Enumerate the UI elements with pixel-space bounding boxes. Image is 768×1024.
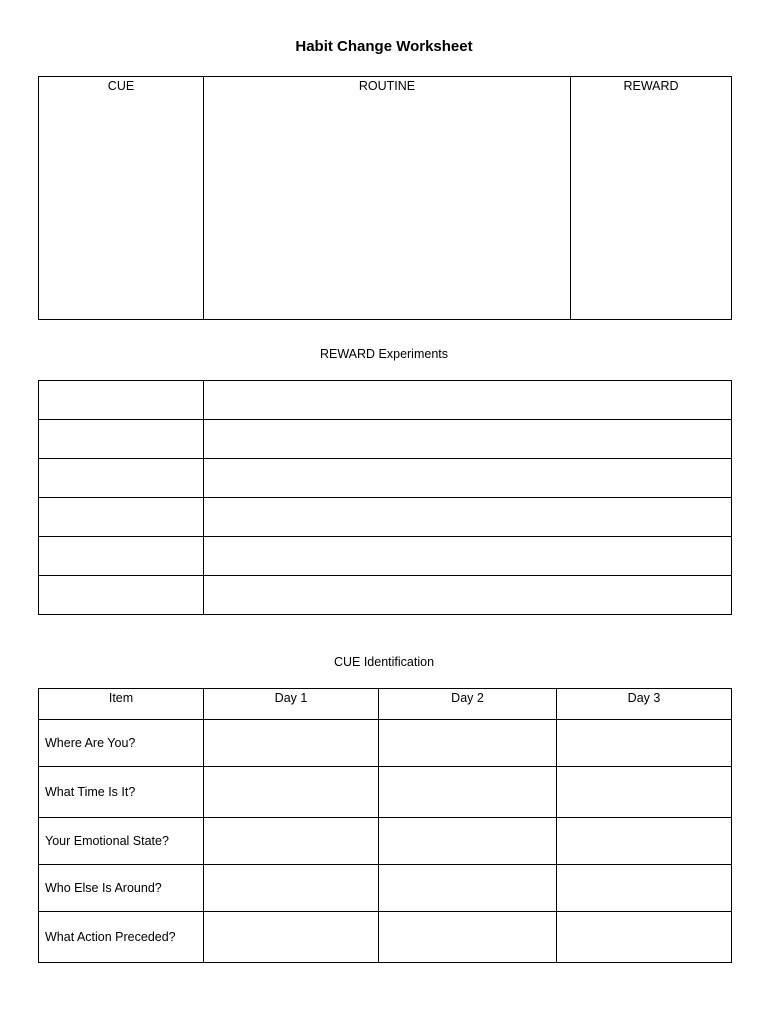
table-row bbox=[39, 498, 732, 537]
worksheet-title: Habit Change Worksheet bbox=[295, 38, 473, 55]
row-label-time: What Time Is It? bbox=[39, 767, 204, 818]
cue-column-cell[interactable]: CUE bbox=[39, 77, 204, 320]
day-2-cell[interactable] bbox=[379, 865, 557, 912]
table-row bbox=[39, 537, 732, 576]
day-1-cell[interactable] bbox=[204, 720, 379, 767]
experiment-label-cell[interactable] bbox=[39, 420, 204, 459]
experiment-notes-cell[interactable] bbox=[204, 537, 732, 576]
day-1-cell[interactable] bbox=[204, 767, 379, 818]
table-row bbox=[39, 912, 732, 963]
cue-identification-title: CUE Identification bbox=[333, 655, 435, 669]
row-label-who-else: Who Else Is Around? bbox=[39, 865, 204, 912]
experiment-label-cell[interactable] bbox=[39, 576, 204, 615]
experiment-notes-cell[interactable] bbox=[204, 381, 732, 420]
reward-experiments-title: REWARD Experiments bbox=[319, 347, 449, 361]
table-row bbox=[39, 459, 732, 498]
day-1-cell[interactable] bbox=[204, 818, 379, 865]
table-row bbox=[39, 865, 732, 912]
experiment-notes-cell[interactable] bbox=[204, 459, 732, 498]
row-label-where: Where Are You? bbox=[39, 720, 204, 767]
day-3-cell[interactable] bbox=[557, 865, 732, 912]
day-2-header: Day 2 bbox=[379, 689, 557, 720]
table-row bbox=[39, 818, 732, 865]
table-row bbox=[39, 767, 732, 818]
table-row bbox=[39, 576, 732, 615]
day-2-cell[interactable] bbox=[379, 818, 557, 865]
experiment-notes-cell[interactable] bbox=[204, 576, 732, 615]
day-3-cell[interactable] bbox=[557, 767, 732, 818]
cue-identification-table bbox=[38, 688, 732, 963]
day-2-cell[interactable] bbox=[379, 767, 557, 818]
day-2-cell[interactable] bbox=[379, 912, 557, 963]
experiment-label-cell[interactable] bbox=[39, 537, 204, 576]
day-3-cell[interactable] bbox=[557, 720, 732, 767]
experiment-label-cell[interactable] bbox=[39, 459, 204, 498]
experiment-notes-cell[interactable] bbox=[204, 420, 732, 459]
habit-loop-table bbox=[38, 76, 732, 320]
day-1-cell[interactable] bbox=[204, 865, 379, 912]
day-2-cell[interactable] bbox=[379, 720, 557, 767]
day-1-header: Day 1 bbox=[204, 689, 379, 720]
row-label-action-preceded: What Action Preceded? bbox=[39, 912, 204, 963]
day-3-cell[interactable] bbox=[557, 912, 732, 963]
row-label-emotional-state: Your Emotional State? bbox=[39, 818, 204, 865]
experiment-label-cell[interactable] bbox=[39, 498, 204, 537]
reward-experiments-table bbox=[38, 380, 732, 615]
routine-column-cell[interactable]: ROUTINE bbox=[204, 77, 571, 320]
item-header: Item bbox=[39, 689, 204, 720]
experiment-label-cell[interactable] bbox=[39, 381, 204, 420]
day-3-cell[interactable] bbox=[557, 818, 732, 865]
day-3-header: Day 3 bbox=[557, 689, 732, 720]
header-row bbox=[39, 689, 732, 720]
reward-column-cell[interactable]: REWARD bbox=[571, 77, 732, 320]
table-row bbox=[39, 720, 732, 767]
experiment-notes-cell[interactable] bbox=[204, 498, 732, 537]
table-row bbox=[39, 381, 732, 420]
table-row bbox=[39, 420, 732, 459]
day-1-cell[interactable] bbox=[204, 912, 379, 963]
